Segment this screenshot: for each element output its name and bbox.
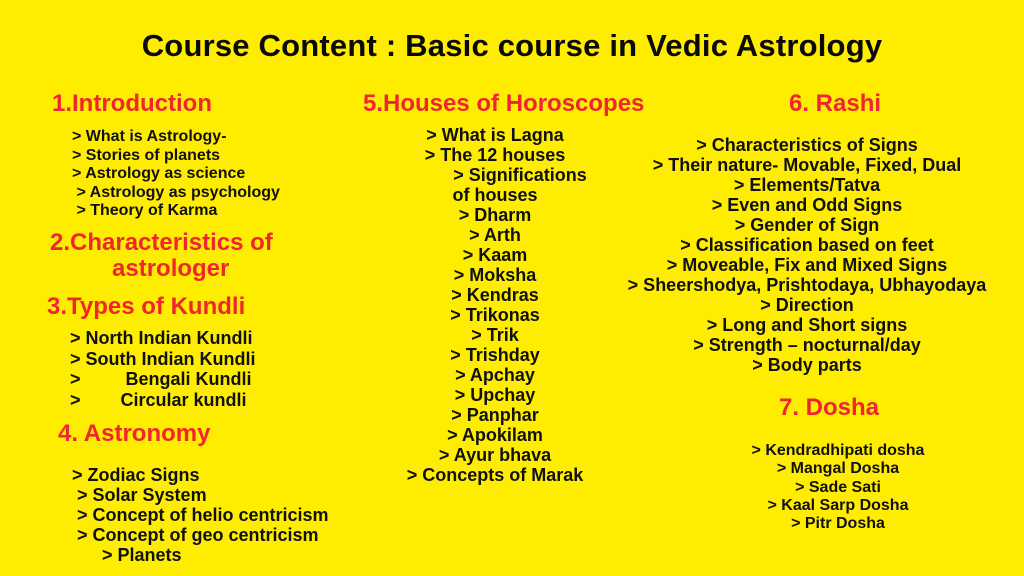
- list-item: > Panphar: [451, 405, 539, 425]
- list-item: > Concept of geo centricism: [72, 525, 319, 545]
- list-item: > The 12 houses: [424, 145, 566, 165]
- page-title: Course Content : Basic course in Vedic Astrology: [141, 28, 883, 63]
- list-item: > What is Lagna: [426, 125, 564, 145]
- list-item: > Sheershodya, Prishtodaya, Ubhayodaya: [627, 275, 987, 295]
- list-item: > Mangal Dosha: [776, 460, 900, 478]
- list-item: > Concepts of Marak: [406, 465, 584, 485]
- list-item: > Trik: [471, 325, 519, 345]
- introduction-list: [72, 128, 280, 221]
- list-item: > Bengali Kundli: [70, 369, 252, 389]
- list-item: > Gender of Sign: [734, 215, 880, 235]
- list-item: > Elements/Tatva: [733, 175, 881, 195]
- list-item: > Pitr Dosha: [791, 515, 885, 533]
- heading-characteristics: 2.Characteristics of: [50, 229, 273, 256]
- list-item: > Kendras: [451, 285, 539, 305]
- list-item: > Arth: [469, 225, 521, 245]
- list-item: > What is Astrology-: [72, 128, 227, 145]
- list-item: > Concept of helio centricism: [72, 505, 329, 525]
- list-item: > Ayur bhava: [438, 445, 552, 465]
- heading-astronomy: 4. Astronomy: [58, 420, 211, 447]
- list-item: > Kaal Sarp Dosha: [767, 496, 909, 514]
- heading-dosha: 7. Dosha: [779, 394, 880, 421]
- list-item: > Astrology as science: [72, 165, 246, 182]
- list-item: > Kaam: [462, 245, 528, 265]
- list-item: > Astrology as psychology: [72, 183, 280, 201]
- list-item: of houses: [452, 185, 538, 205]
- list-item: > Trikonas: [450, 305, 540, 325]
- astronomy-list: [72, 465, 329, 565]
- list-item: > Sade Sati: [795, 478, 881, 496]
- list-item: > Apokilam: [447, 425, 543, 445]
- list-item: > Kendradhipati dosha: [751, 442, 925, 459]
- list-item: > Planets: [72, 545, 182, 565]
- heading-houses: 5.Houses of Horoscopes: [363, 90, 645, 117]
- list-item: > Circular kundli: [70, 389, 247, 410]
- list-item: > Characteristics of Signs: [696, 135, 918, 155]
- kundli-list: [70, 328, 255, 410]
- list-item: > Direction: [760, 295, 854, 315]
- list-item: > Trishday: [450, 345, 540, 365]
- list-item: > Classification based on feet: [680, 235, 934, 255]
- list-item: > Zodiac Signs: [72, 465, 200, 485]
- list-item: > Even and Odd Signs: [711, 195, 903, 215]
- list-item: > South Indian Kundli: [70, 348, 256, 369]
- list-item: > Moksha: [453, 265, 537, 285]
- list-item: > Strength – nocturnal/day: [693, 335, 921, 355]
- list-item: > Upchay: [454, 385, 536, 405]
- list-item: > Stories of planets: [72, 146, 221, 164]
- list-item: > Long and Short signs: [706, 315, 908, 335]
- heading-rashi: 6. Rashi: [789, 90, 882, 117]
- heading-kundli: 3.Types of Kundli: [47, 293, 246, 320]
- list-item: > Solar System: [72, 485, 207, 505]
- list-item: > Apchay: [455, 365, 535, 385]
- list-item: > Theory of Karma: [72, 202, 218, 219]
- dosha-list: [700, 442, 976, 533]
- houses-list: [360, 125, 630, 485]
- list-item: > Moveable, Fix and Mixed Signs: [666, 255, 948, 275]
- rashi-list: [604, 135, 1010, 375]
- list-item: > Significations: [403, 165, 587, 185]
- list-item: > Body parts: [752, 355, 862, 375]
- heading-introduction: 1.Introduction: [52, 90, 212, 117]
- list-item: > North Indian Kundli: [70, 328, 253, 348]
- list-item: > Their nature- Movable, Fixed, Dual: [652, 155, 962, 175]
- heading-characteristics-line2: astrologer: [112, 255, 230, 282]
- list-item: > Dharm: [458, 205, 532, 225]
